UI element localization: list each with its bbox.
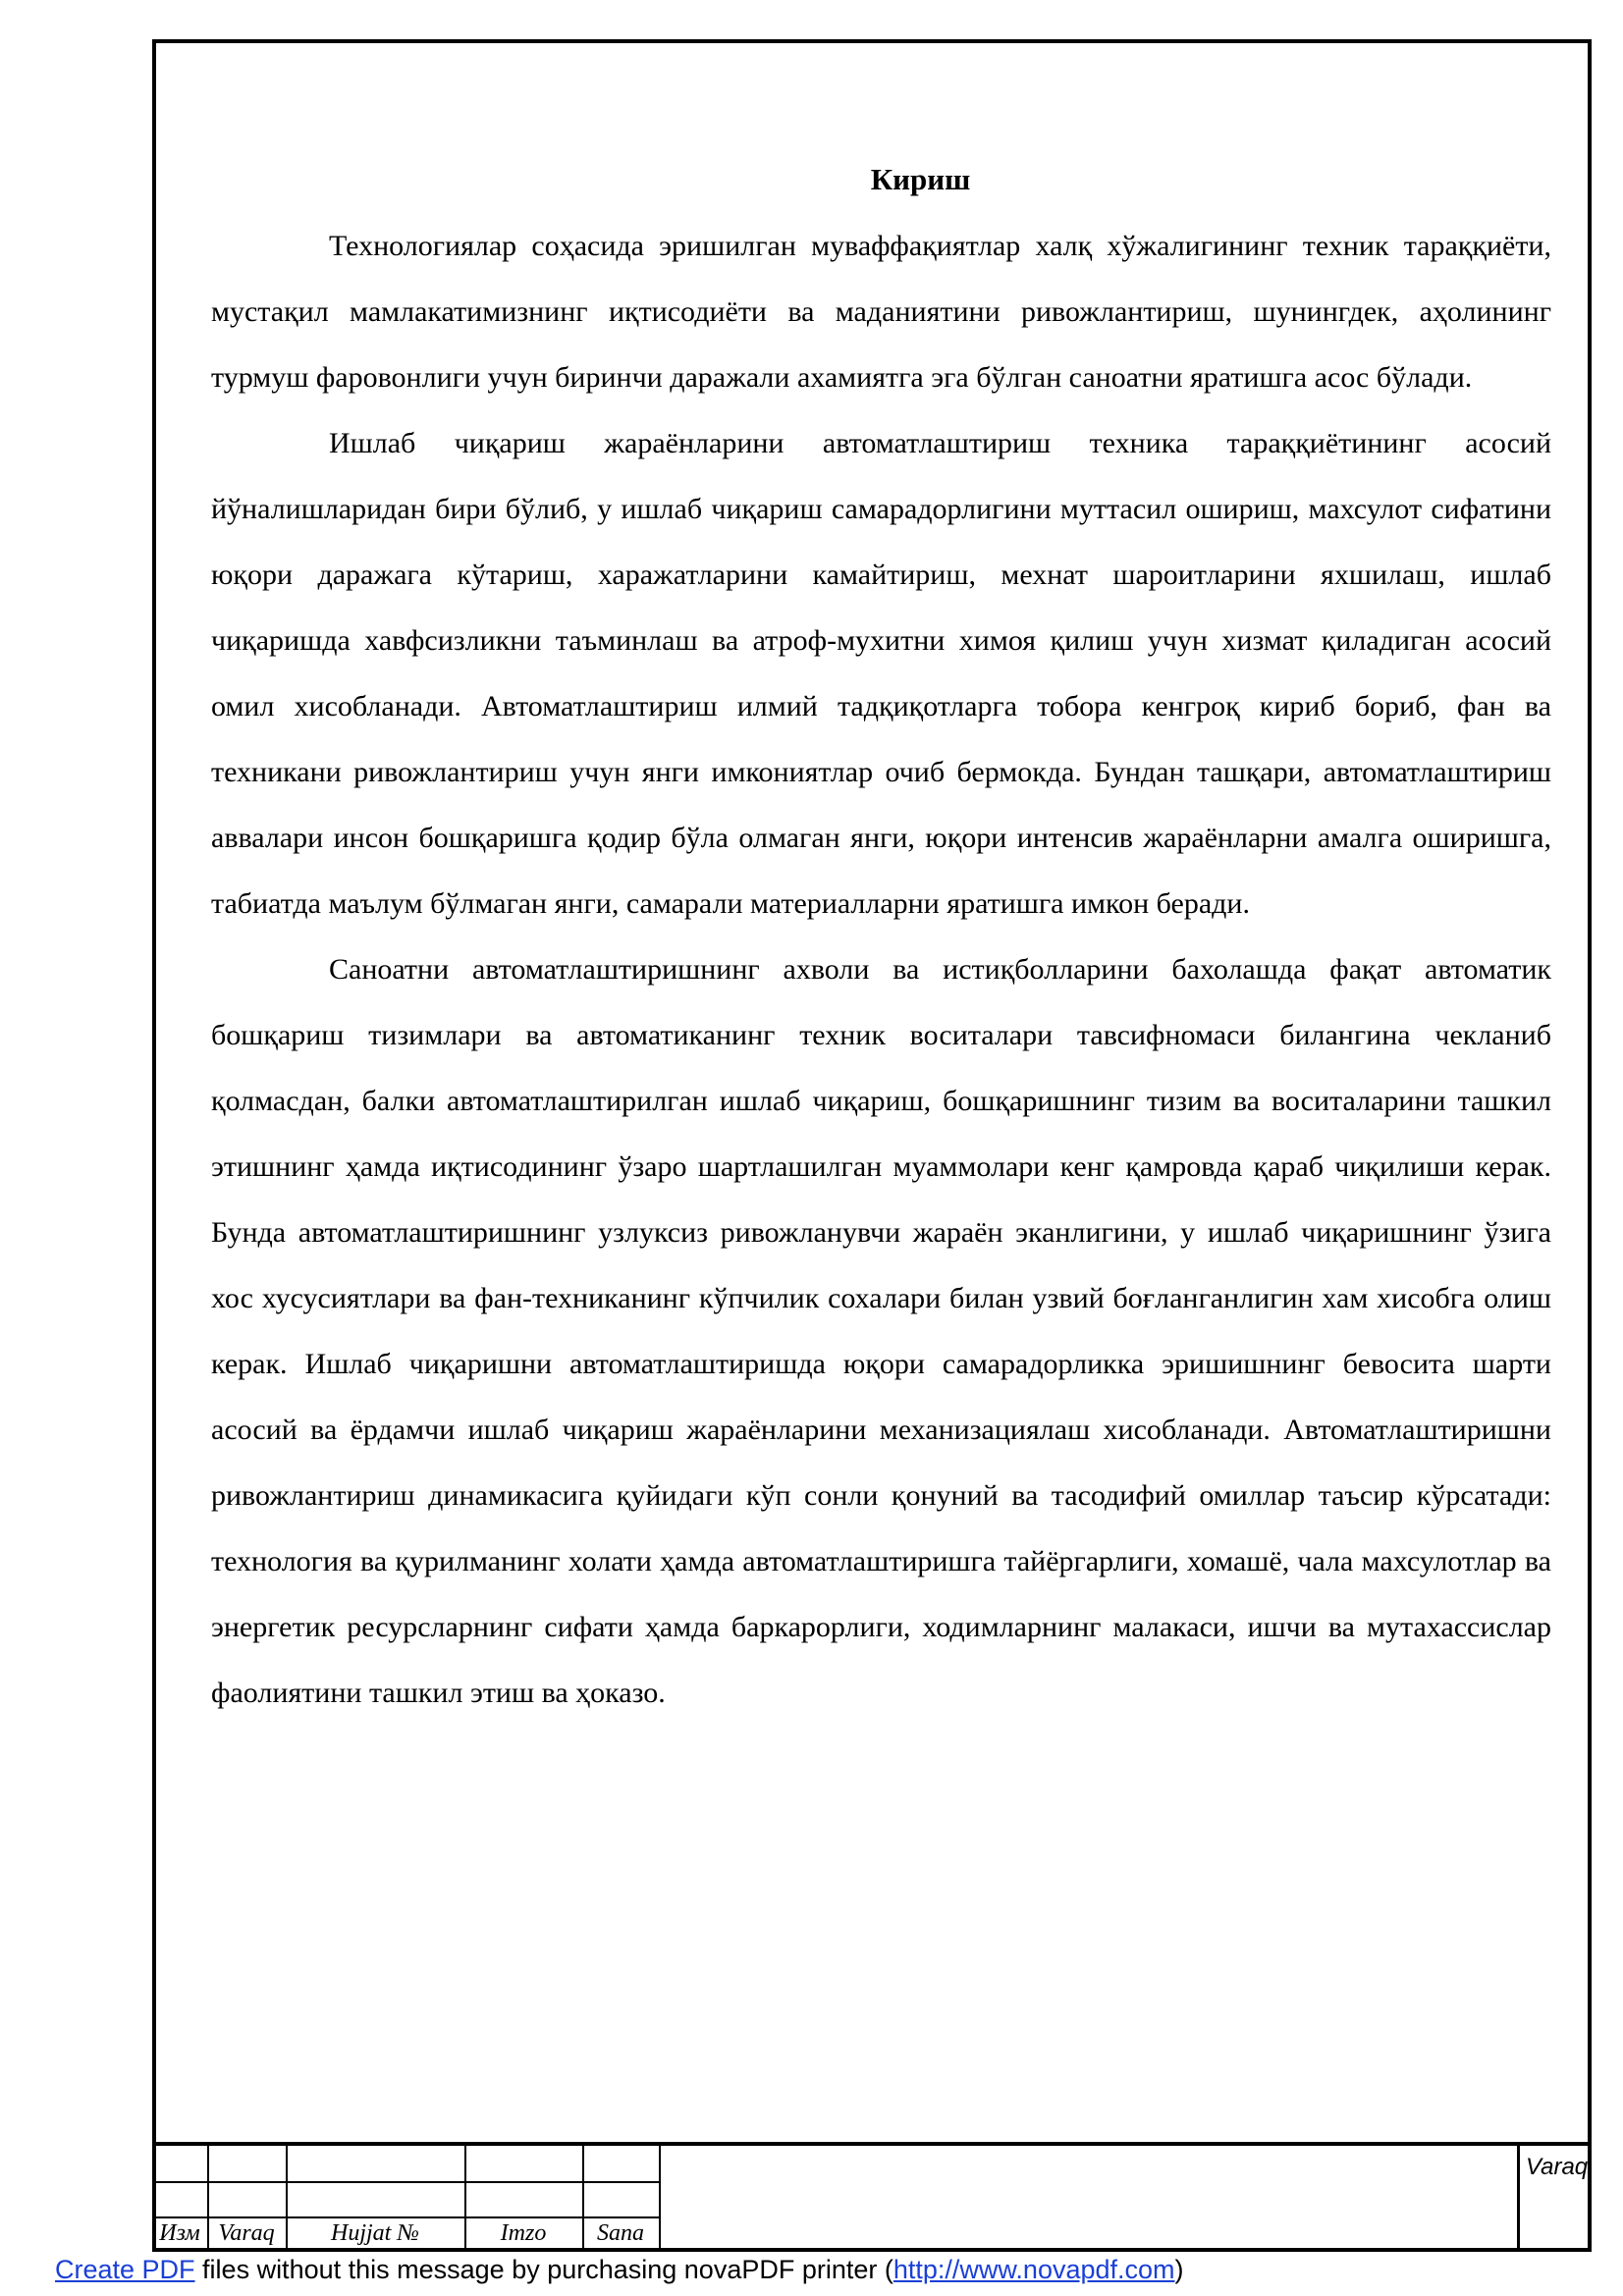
title-block-grid — [152, 2146, 661, 2252]
footer-text-end: ) — [1174, 2255, 1184, 2284]
paragraph-2: Ишлаб чиқариш жараёнларини автоматлаштириш техника тараққиётининг асосий йўналишларидан бири бўлиб, у ишлаб чиқариш самарадорлигини муттасил ошириш, махсулот сифатини юқори даражага кўтариш, харажатларини камайтириш, мехнат шароитларини яхшилаш, ишлаб чиқаришда хавфсизликни таъминлаш ва атроф-мухитни химоя қилиш учун хизмат қиладиган асосий омил хисобланади. Автоматлаштириш илмий тадқиқотларга тобора кенгроқ кириб бориб, фан ва техникани ривожлантириш учун янги имкониятлар очиб бермокда. Бундан ташқари, автоматлаштириш аввалари инсон бошқаришга қодир бўла олмаган янги, юқори интенсив жараёнларни амалга оширишга, табиатда маълум бўлмаган янги, самарали материалларни яратишга имкон беради. — [211, 427, 1551, 920]
column-label-sana: Sana — [597, 2220, 644, 2246]
sheet-label: Varaq — [1526, 2154, 1589, 2180]
stamp-bottom-line — [1231, 2248, 1592, 2251]
footer-text: files without this message by purchasing novaPDF printer ( — [194, 2255, 893, 2284]
column-label-varaq: Varaq — [218, 2220, 275, 2246]
create-pdf-link[interactable]: Create PDF — [55, 2255, 195, 2284]
sheet-number-box — [1517, 2146, 1595, 2252]
document-body — [211, 162, 1551, 1726]
title-block — [152, 2142, 1592, 2252]
paragraph-1: Технологиялар соҳасида эришилган муваффақиятлар халқ хўжалигининг техник тараққиёти, мустақил мамлакатимизнинг иқтисодиёти ва маданиятини ривожлантириш, шунингдек, аҳолининг турмуш фаровонлиги учун биринчи даражали ахамиятга эга бўлган саноатни яратишга асос бўлади. — [211, 230, 1551, 394]
pdf-watermark-footer — [55, 2255, 1184, 2285]
column-label-hujjat: Hujjat № — [331, 2220, 419, 2246]
grid-line — [152, 2181, 661, 2183]
novapdf-link[interactable]: http://www.novapdf.com — [893, 2255, 1175, 2284]
paragraph-3: Саноатни автоматлаштиришнинг ахволи ва истиқболларини бахолашда фақат автоматик бошқариш тизимлари ва автоматиканинг техник воситалари тавсифномаси билангина чекланиб қолмасдан, балки автоматлаштирилган ишлаб чиқариш, бошқаришнинг тизим ва воситаларини ташкил этишнинг ҳамда иқтисодининг ўзаро шартлашилган муаммолари кенг қамровда қараб чиқилиши керак. Бунда автоматлаштиришнинг узлуксиз ривожланувчи жараён эканлигини, у ишлаб чиқаришнинг ўзига хос хусусиятлари ва фан-техниканинг кўпчилик сохалари билан узвий боғланганлигин хам хисобга олиш керак. Ишлаб чиқаришни автоматлаштиришда юқори самарадорликка эришишнинг бевосита шарти асосий ва ёрдамчи ишлаб чиқариш жараёнларини механизациялаш хисобланади. Автоматлаштиришни ривожлантириш динамикасига қуйидаги кўп сонли қонуний ва тасодифий омиллар таъсир кўрсатади: технология ва қурилманинг холати ҳамда автоматлаштиришга тайёргарлиги, хомашё, чала махсулотлар ва энергетик ресурсларнинг сифати ҳамда баркарорлиги, ходимларнинг малакаси, ишчи ва мутахассислар фаолиятини ташкил этиш ва ҳоказо. — [211, 953, 1551, 1709]
column-label-izm: Изм — [159, 2220, 200, 2246]
document-title: Кириш — [870, 162, 971, 196]
column-label-imzo: Imzo — [500, 2220, 547, 2246]
grid-line — [659, 2146, 661, 2252]
